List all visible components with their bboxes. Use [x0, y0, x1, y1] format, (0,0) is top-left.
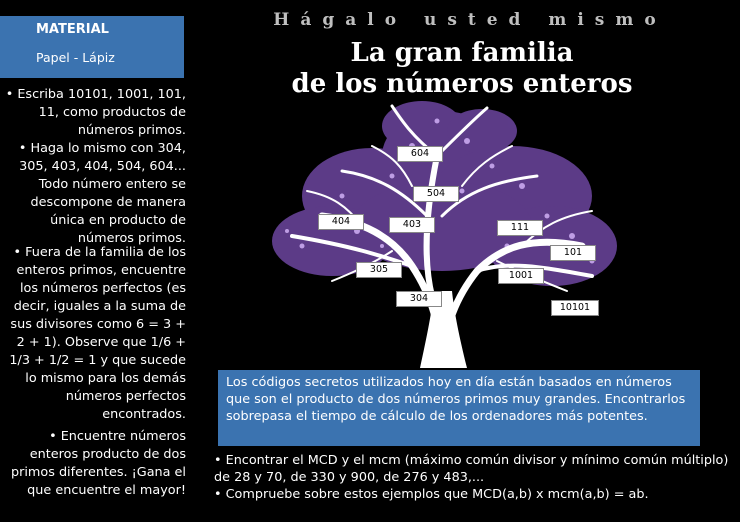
tree-number-101: 101	[550, 245, 596, 261]
tree-number-403: 403	[389, 217, 435, 233]
title-line-2: de los números enteros	[291, 69, 633, 99]
tree-number-304: 304	[396, 291, 442, 307]
bottom-bullet-1: • Encontrar el MCD y el mcm (máximo común divisor y mínimo común múltiplo) de 28 y 70, de 330 y 900, de 276 y 483,...	[214, 453, 729, 485]
tree-number-305: 305	[356, 262, 402, 278]
title-line-1: La gran familia	[350, 38, 574, 68]
left-bullet-3: • Fuera de la familia de los enteros primos, encuentre los números perfectos (es decir, iguales a la suma de sus divisores como 6 = 3 + 2 + 1). Observe que 1/6 + 1/3 + 1/2 = 1 y que sucede lo mismo para los demás números perfectos encontrados.	[9, 245, 186, 422]
bottom-bullet-2: • Compruebe sobre estos ejemplos que MCD(a,b) x mcm(a,b) = ab.	[214, 487, 649, 502]
tree-number-10101: 10101	[551, 300, 599, 316]
tree-number-111: 111	[497, 220, 543, 236]
material-value: Papel - Lápiz	[36, 50, 115, 65]
page-subtitle: Hágalo usted mismo	[273, 10, 667, 30]
material-title: MATERIAL	[36, 22, 109, 37]
tree-number-604: 604	[397, 146, 443, 162]
left-bullet-4: • Encuentre números enteros producto de dos primos diferentes. ¡Gana el que encuentre el mayor!	[10, 429, 186, 498]
left-bullet-2: • Haga lo mismo con 304, 305, 403, 404, 504, 604... Todo número entero se descompone de manera única en producto de números primos.	[18, 141, 186, 246]
material-box	[0, 16, 184, 78]
page-title	[200, 38, 724, 100]
tree-illustration	[262, 96, 622, 368]
tree-number-404: 404	[318, 214, 364, 230]
tree-number-504: 504	[413, 186, 459, 202]
tree-number-1001: 1001	[498, 268, 544, 284]
left-bullet-1: • Escriba 10101, 1001, 101, 11, como productos de números primos.	[5, 87, 186, 138]
info-box: Los códigos secretos utilizados hoy en día están basados en números que son el producto de dos números primos muy grandes. Encontrarlos sobrepasa el tiempo de cálculo de los ordenadores más potentes.	[218, 370, 700, 446]
